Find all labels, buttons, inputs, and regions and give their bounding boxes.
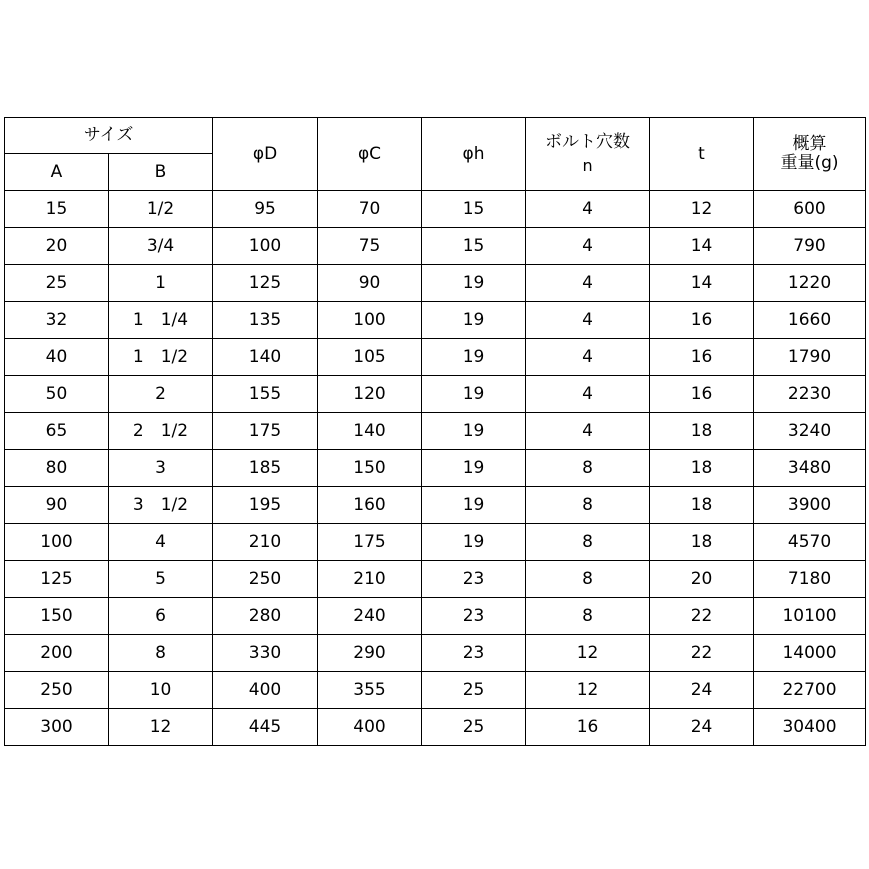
bolt-circle-cell: 210 [318, 561, 422, 598]
size-a-cell: 50 [5, 376, 109, 413]
size-b-cell: 1 1/2 [109, 339, 213, 376]
size-b-cell: 2 [109, 376, 213, 413]
bolt-circle-cell: 150 [318, 450, 422, 487]
table-header [5, 118, 866, 191]
size-a-cell: 90 [5, 487, 109, 524]
table-row [5, 339, 866, 376]
bolt-count-cell: 4 [526, 339, 650, 376]
bolt-hole-diameter-cell: 19 [422, 524, 526, 561]
outer-diameter-cell: 155 [213, 376, 318, 413]
size-a-cell: 20 [5, 228, 109, 265]
size-b-cell: 3 [109, 450, 213, 487]
weight-cell: 4570 [754, 524, 866, 561]
thickness-cell: 20 [650, 561, 754, 598]
weight-cell: 790 [754, 228, 866, 265]
bolt-circle-cell: 240 [318, 598, 422, 635]
size-a-cell: 15 [5, 191, 109, 228]
size-b-cell: 3/4 [109, 228, 213, 265]
thickness-cell: 18 [650, 450, 754, 487]
bolt-circle-cell: 175 [318, 524, 422, 561]
table-row [5, 302, 866, 339]
bolt-hole-diameter-cell: 15 [422, 228, 526, 265]
bolt-circle-cell: 70 [318, 191, 422, 228]
bolt-hole-diameter-header: φh [422, 118, 526, 191]
table-row [5, 376, 866, 413]
size-a-cell: 32 [5, 302, 109, 339]
weight-cell: 10100 [754, 598, 866, 635]
outer-diameter-cell: 330 [213, 635, 318, 672]
size-a-cell: 250 [5, 672, 109, 709]
thickness-header: t [650, 118, 754, 191]
bolt-circle-cell: 105 [318, 339, 422, 376]
bolt-hole-diameter-cell: 19 [422, 265, 526, 302]
bolt-count-cell: 8 [526, 598, 650, 635]
weight-cell: 1660 [754, 302, 866, 339]
flange-spec-table [4, 117, 866, 746]
size-b-cell: 10 [109, 672, 213, 709]
thickness-cell: 16 [650, 339, 754, 376]
table-row [5, 450, 866, 487]
weight-cell: 22700 [754, 672, 866, 709]
thickness-cell: 18 [650, 487, 754, 524]
bolt-hole-diameter-cell: 23 [422, 598, 526, 635]
size-a-cell: 100 [5, 524, 109, 561]
outer-diameter-cell: 250 [213, 561, 318, 598]
bolt-count-cell: 4 [526, 228, 650, 265]
outer-diameter-cell: 445 [213, 709, 318, 746]
thickness-cell: 18 [650, 524, 754, 561]
bolt-hole-diameter-cell: 23 [422, 635, 526, 672]
thickness-cell: 16 [650, 376, 754, 413]
size-a-cell: 80 [5, 450, 109, 487]
bolt-circle-cell: 100 [318, 302, 422, 339]
thickness-cell: 22 [650, 598, 754, 635]
weight-cell: 30400 [754, 709, 866, 746]
bolt-hole-diameter-cell: 19 [422, 376, 526, 413]
bolt-circle-cell: 75 [318, 228, 422, 265]
bolt-circle-cell: 355 [318, 672, 422, 709]
size-b-cell: 12 [109, 709, 213, 746]
weight-label-line2: 重量(g) [780, 153, 839, 173]
table-row [5, 228, 866, 265]
table-row [5, 561, 866, 598]
bolt-hole-diameter-cell: 25 [422, 672, 526, 709]
size-b-cell: 4 [109, 524, 213, 561]
table-row [5, 524, 866, 561]
thickness-cell: 18 [650, 413, 754, 450]
size-a-cell: 125 [5, 561, 109, 598]
weight-cell: 2230 [754, 376, 866, 413]
bolt-hole-diameter-cell: 15 [422, 191, 526, 228]
thickness-cell: 12 [650, 191, 754, 228]
bolt-circle-header: φC [318, 118, 422, 191]
outer-diameter-cell: 210 [213, 524, 318, 561]
thickness-cell: 22 [650, 635, 754, 672]
bolt-count-cell: 4 [526, 191, 650, 228]
table-row [5, 672, 866, 709]
outer-diameter-cell: 400 [213, 672, 318, 709]
bolt-circle-cell: 140 [318, 413, 422, 450]
size-a-header: A [5, 154, 109, 191]
weight-cell: 1790 [754, 339, 866, 376]
table-row [5, 265, 866, 302]
bolt-hole-diameter-cell: 19 [422, 450, 526, 487]
bolt-count-cell: 4 [526, 302, 650, 339]
size-b-cell: 1 [109, 265, 213, 302]
outer-diameter-cell: 195 [213, 487, 318, 524]
table-row [5, 191, 866, 228]
weight-label-line1: 概算 [792, 134, 827, 155]
weight-cell: 7180 [754, 561, 866, 598]
bolt-circle-cell: 90 [318, 265, 422, 302]
size-b-header: B [109, 154, 213, 191]
weight-cell: 3240 [754, 413, 866, 450]
outer-diameter-cell: 140 [213, 339, 318, 376]
outer-diameter-cell: 185 [213, 450, 318, 487]
bolt-circle-cell: 290 [318, 635, 422, 672]
bolt-count-header [526, 118, 650, 191]
outer-diameter-cell: 175 [213, 413, 318, 450]
bolt-circle-cell: 120 [318, 376, 422, 413]
size-b-cell: 1 1/4 [109, 302, 213, 339]
table-row [5, 635, 866, 672]
size-b-cell: 3 1/2 [109, 487, 213, 524]
thickness-cell: 14 [650, 265, 754, 302]
size-b-cell: 8 [109, 635, 213, 672]
bolt-hole-diameter-cell: 19 [422, 487, 526, 524]
size-a-cell: 65 [5, 413, 109, 450]
weight-cell: 14000 [754, 635, 866, 672]
size-a-cell: 150 [5, 598, 109, 635]
thickness-cell: 24 [650, 709, 754, 746]
weight-cell: 3480 [754, 450, 866, 487]
size-a-cell: 25 [5, 265, 109, 302]
bolt-hole-diameter-cell: 19 [422, 302, 526, 339]
thickness-cell: 14 [650, 228, 754, 265]
bolt-count-cell: 16 [526, 709, 650, 746]
weight-header [754, 118, 866, 191]
thickness-cell: 16 [650, 302, 754, 339]
bolt-count-cell: 4 [526, 376, 650, 413]
size-b-cell: 2 1/2 [109, 413, 213, 450]
outer-diameter-header: φD [213, 118, 318, 191]
weight-cell: 3900 [754, 487, 866, 524]
bolt-hole-diameter-cell: 19 [422, 413, 526, 450]
bolt-hole-diameter-cell: 19 [422, 339, 526, 376]
size-b-cell: 1/2 [109, 191, 213, 228]
outer-diameter-cell: 135 [213, 302, 318, 339]
table-row [5, 413, 866, 450]
outer-diameter-cell: 95 [213, 191, 318, 228]
bolt-count-cell: 8 [526, 561, 650, 598]
bolt-count-cell: 8 [526, 524, 650, 561]
bolt-count-cell: 12 [526, 635, 650, 672]
outer-diameter-cell: 280 [213, 598, 318, 635]
weight-cell: 1220 [754, 265, 866, 302]
table-row [5, 709, 866, 746]
outer-diameter-cell: 125 [213, 265, 318, 302]
size-b-cell: 6 [109, 598, 213, 635]
size-group-header: サイズ [5, 118, 213, 154]
bolt-count-cell: 4 [526, 265, 650, 302]
table-row [5, 487, 866, 524]
thickness-cell: 24 [650, 672, 754, 709]
table-body [5, 191, 866, 746]
bolt-hole-diameter-cell: 25 [422, 709, 526, 746]
bolt-count-cell: 12 [526, 672, 650, 709]
bolt-count-cell: 4 [526, 413, 650, 450]
bolt-count-cell: 8 [526, 450, 650, 487]
bolt-circle-cell: 400 [318, 709, 422, 746]
bolt-count-symbol: n [582, 156, 593, 176]
size-b-cell: 5 [109, 561, 213, 598]
size-a-cell: 200 [5, 635, 109, 672]
bolt-hole-diameter-cell: 23 [422, 561, 526, 598]
bolt-circle-cell: 160 [318, 487, 422, 524]
size-a-cell: 300 [5, 709, 109, 746]
bolt-count-cell: 8 [526, 487, 650, 524]
weight-cell: 600 [754, 191, 866, 228]
size-a-cell: 40 [5, 339, 109, 376]
table-row [5, 598, 866, 635]
bolt-count-label: ボルト穴数 [545, 132, 631, 153]
outer-diameter-cell: 100 [213, 228, 318, 265]
